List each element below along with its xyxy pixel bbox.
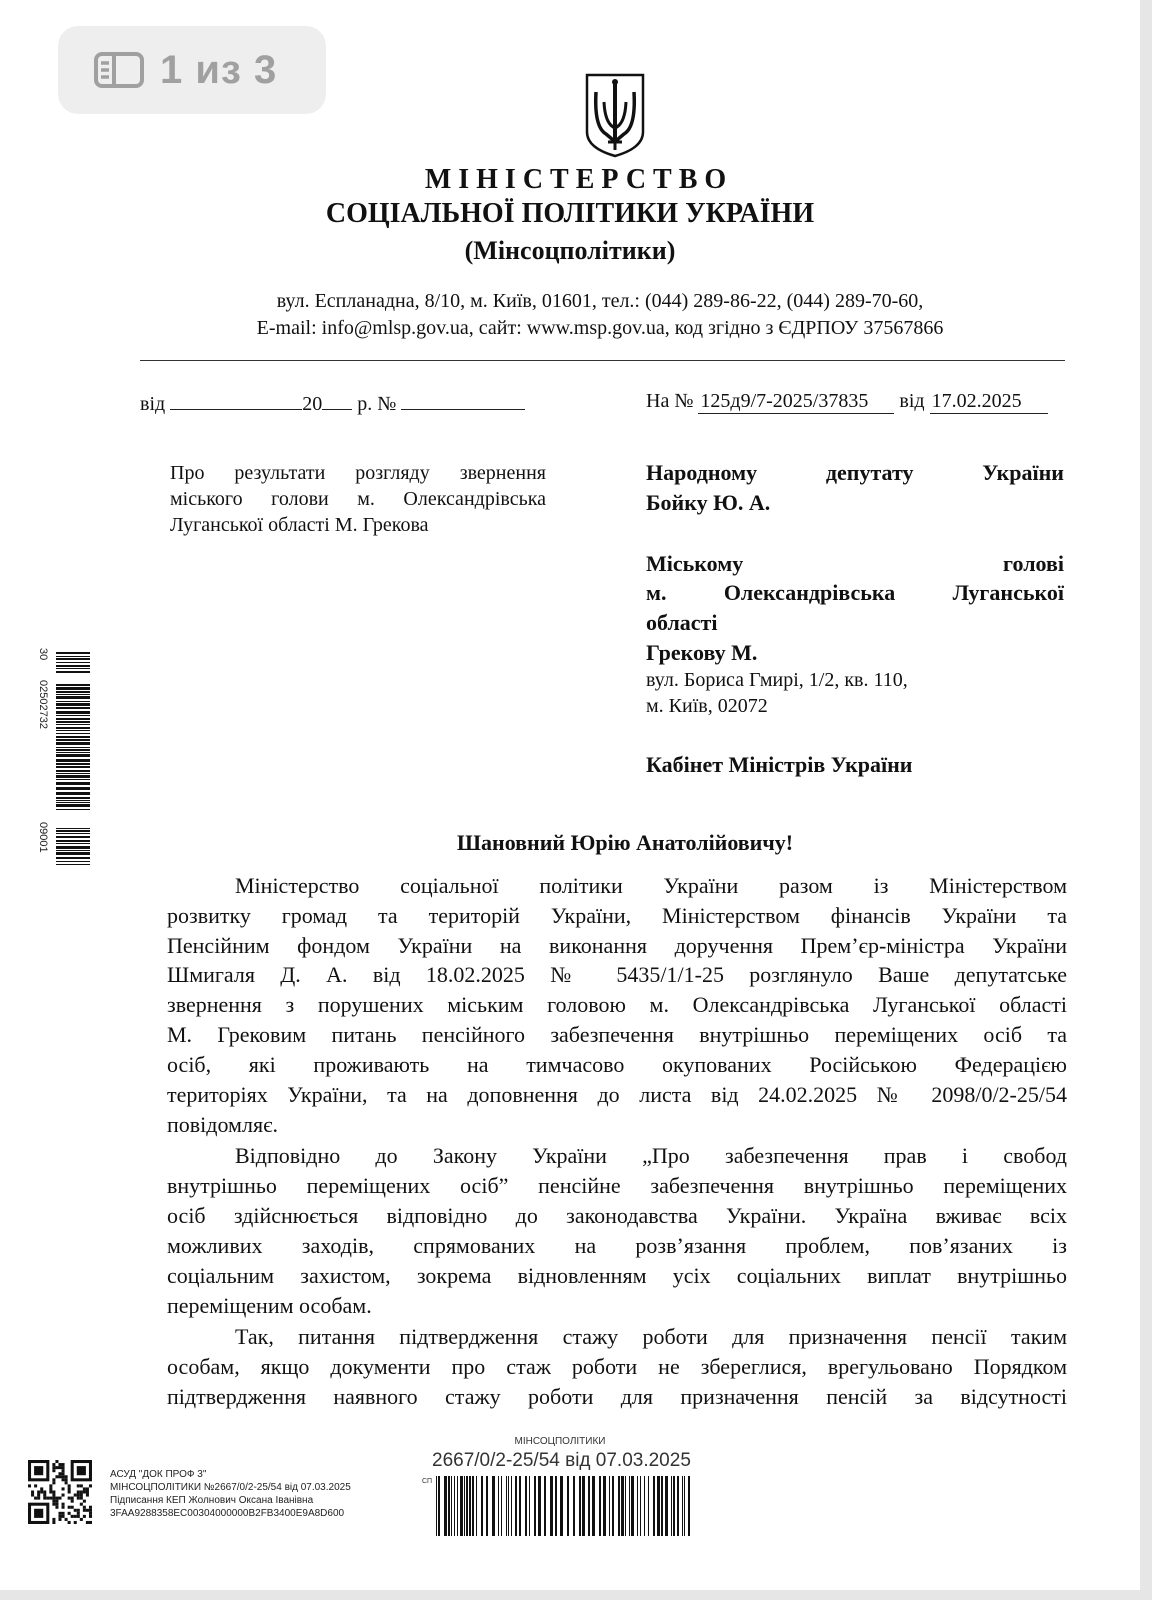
ministry-short-name: (Мінсоцполітики) — [464, 236, 676, 265]
body-line: розвитку громад та територій України, Міністерством фінансів України та — [167, 903, 1067, 928]
letter-subject: Про результати розгляду звернення міського голови м. Олександрівська Луганської області М. Грекова — [170, 462, 546, 536]
page-edge — [1140, 0, 1152, 1600]
edms-registration: МІНСОЦПОЛІТИКИ №2667/0/2-25/54 від 07.03.2025 — [110, 1482, 351, 1493]
ministry-contacts: E-mail: info@mlsp.gov.ua, сайт: www.msp.gov.ua, код згідно з ЄДРПОУ 37567866 — [256, 317, 944, 339]
ministry-subtitle: СОЦІАЛЬНОЇ ПОЛІТИКИ УКРАЇНИ — [325, 198, 815, 229]
date-blank — [170, 390, 302, 410]
ministry-title: МІНІСТЕРСТВО — [424, 164, 734, 195]
reference-number: 125д9/7-2025/37835 — [698, 390, 894, 414]
body-line: переміщеним особам. — [167, 1293, 372, 1318]
trident-emblem-icon — [584, 72, 646, 158]
barcode-bars — [56, 652, 90, 865]
recipient-mayor-city: м. Олександрівська Луганської — [646, 580, 1064, 605]
body-line: підтвердження наявного стажу роботи для призначення пенсій за відсутності — [167, 1384, 1067, 1409]
recipient-mayor-postcode: м. Київ, 02072 — [646, 695, 768, 717]
body-line: Шмигаля Д. А. від 18.02.2025 № 5435/1/1-25 розглянуло Ваше депутатське — [167, 962, 1067, 987]
page-edge — [0, 1590, 1152, 1600]
recipient-mayor-address: вул. Бориса Гмирі, 1/2, кв. 110, — [646, 669, 908, 691]
body-line: Так, питання підтвердження стажу роботи для призначення пенсії таким — [235, 1324, 1067, 1349]
recipient-deputy: Народному депутату України — [646, 460, 1064, 485]
body-line: осіб здійснюється відповідно до законодавства України. Україна вживає всіх — [167, 1203, 1067, 1228]
body-line: Міністерство соціальної політики України разом із Міністерством — [235, 873, 1067, 898]
side-barcode — [34, 644, 92, 874]
incoming-reference: На № 125д9/7-2025/37835 від 17.02.2025 — [646, 390, 1048, 414]
body-line: Пенсійним фондом України на виконання доручення Прем’єр-міністра України — [167, 933, 1067, 958]
salutation: Шановний Юрію Анатолійовичу! — [456, 830, 794, 855]
body-line: осіб, які проживають на тимчасово окупованих Російською Федерацією — [167, 1052, 1067, 1077]
body-line: звернення з порушених міським головою м. Олександрівська Луганської області — [167, 992, 1067, 1017]
recipient-mayor-name: Грекову М. — [646, 640, 758, 665]
body-line: територіях України, та на доповнення до листа від 24.02.2025 № 2098/0/2-25/54 — [167, 1082, 1067, 1107]
stamp-organization: МІНСОЦПОЛІТИКИ — [514, 1436, 606, 1447]
year-blank — [322, 390, 352, 410]
body-line: соціальним захистом, зокрема відновленням усіх соціальних виплат внутрішньо — [167, 1263, 1067, 1288]
document-pages-icon — [94, 52, 144, 88]
body-line: Відповідно до Закону України „Про забезпечення прав і свобод — [235, 1143, 1067, 1168]
barcode-text-bottom: 09001 — [37, 822, 49, 853]
stamp-number: 2667/0/2-25/54 від 07.03.2025 — [432, 1450, 691, 1471]
recipient-cabinet: Кабінет Міністрів України — [646, 752, 913, 777]
page-counter-text: 1 из 3 — [160, 47, 278, 92]
edms-name: АСУД "ДОК ПРОФ 3" — [110, 1469, 207, 1480]
outgoing-registration: від 20 р. № — [140, 390, 525, 416]
page-counter-badge[interactable] — [58, 26, 326, 114]
stamp-mark: СП — [422, 1478, 433, 1485]
body-line: можливих заходів, спрямованих на розв’язання проблем, пов’язаних із — [167, 1233, 1067, 1258]
body-line: внутрішньо переміщених осіб” пенсійне забезпечення внутрішньо переміщених — [167, 1173, 1067, 1198]
registration-stamp — [420, 1432, 700, 1540]
recipient-deputy-name: Бойку Ю. А. — [646, 490, 771, 515]
recipient-mayor-region: області — [646, 610, 718, 635]
recipient-mayor: Міському голові — [646, 551, 1064, 576]
signature-hash: 3FAA9288358EC00304000000B2FB3400E9A8D600 — [110, 1508, 345, 1519]
reference-date: 17.02.2025 — [930, 390, 1048, 414]
ministry-address: вул. Еспланадна, 8/10, м. Київ, 01601, тел.: (044) 289-86-22, (044) 289-70-60, — [276, 290, 924, 312]
registration-barcode — [432, 1476, 694, 1538]
digital-signature: Підписання КЕП Жолнович Оксана Іванівна — [110, 1495, 314, 1506]
body-line: М. Грековим питань пенсійного забезпечення внутрішньо переміщених осіб та — [167, 1022, 1067, 1047]
body-line: особам, якщо документи про стаж роботи не збереглися, врегульовано Порядком — [167, 1354, 1067, 1379]
qr-code-icon — [28, 1460, 92, 1524]
barcode-text-mid: 02502732 — [37, 680, 49, 729]
header-divider — [140, 360, 1065, 361]
number-blank — [401, 390, 525, 410]
body-line: повідомляє. — [167, 1112, 279, 1137]
barcode-text-top: 30 — [37, 648, 49, 661]
